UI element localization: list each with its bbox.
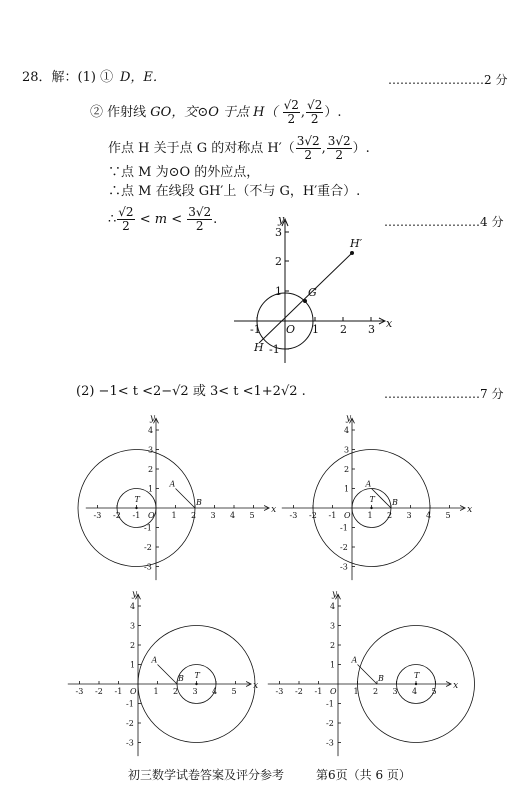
y-tick-label: 3 xyxy=(148,445,154,455)
fig1-point-hp xyxy=(350,251,354,255)
step5-line: ∴点 M 在线段 GH′上（不与 G，H′重合）. xyxy=(108,184,361,199)
point-t xyxy=(370,507,372,509)
fig1-x-label: x xyxy=(386,317,393,330)
h-x-frac: $\frac{√2}{2}$ xyxy=(283,98,299,126)
x-tick-label: 3 xyxy=(406,511,412,520)
y-tick-label: 2 xyxy=(130,641,136,650)
point-t xyxy=(195,683,197,685)
q28-answer: D，E． xyxy=(120,70,166,85)
origin-label: O xyxy=(344,511,351,520)
x-tick-label: -1 xyxy=(328,511,337,520)
x-tick-label: 4 xyxy=(230,511,236,520)
x-tick-label: 1 xyxy=(367,511,373,520)
y-tick-label: -1 xyxy=(126,699,134,709)
small-figure-1 xyxy=(80,412,280,584)
x-tick-label: 2 xyxy=(387,511,393,520)
y-tick-label: -2 xyxy=(126,719,134,728)
x-tick-label: 5 xyxy=(431,687,437,696)
x-tick-label: 5 xyxy=(231,687,237,696)
step2-go: GO，交⊙O 于点 H（ xyxy=(150,105,278,120)
step6-line: ∴ $\frac{√2}{2}$ < m < $\frac{3√2}{2}$ . xyxy=(108,205,218,233)
label-t: T xyxy=(369,495,375,504)
small-figure-4 xyxy=(272,589,472,764)
fig1-tick-x2: 2 xyxy=(340,323,347,336)
fig1-tick-y2: 2 xyxy=(275,255,282,268)
label-b: B xyxy=(196,498,202,507)
q28-label: 28．解：(1) ① xyxy=(22,70,114,85)
y-tick-label: -3 xyxy=(126,738,134,748)
x-tick-label: 4 xyxy=(426,511,432,520)
y-tick-label: 1 xyxy=(130,660,136,670)
y-tick-label: 4 xyxy=(130,602,136,611)
x-tick-label: -2 xyxy=(95,687,103,696)
y-label: y xyxy=(332,589,338,600)
hp-x-frac: $\frac{3√2}{2}$ xyxy=(296,134,320,162)
y-tick-label: -3 xyxy=(326,738,334,748)
point-t xyxy=(135,507,137,509)
segment-ab xyxy=(358,665,378,685)
x-tick-label: 4 xyxy=(212,687,218,696)
fig1-tick-x1: 1 xyxy=(312,323,319,336)
fig1-tick-y1: 1 xyxy=(275,285,282,298)
point-t xyxy=(415,683,417,685)
y-label: y xyxy=(132,589,138,600)
y-tick-label: 4 xyxy=(344,426,350,435)
y-tick-label: 1 xyxy=(330,660,336,670)
fig1-tick-y3: 3 xyxy=(275,226,282,239)
step3-prefix: 作点 H 关于点 G 的对称点 H′（ xyxy=(108,141,295,156)
y-tick-label: -1 xyxy=(144,523,152,533)
y-tick-label: -1 xyxy=(340,523,348,533)
footer-page: 第6页（共 6 页） xyxy=(316,768,411,782)
x-tick-label: 3 xyxy=(210,511,216,520)
footer-title: 初三数学试卷答案及评分参考 xyxy=(128,768,285,782)
x-tick-label: 3 xyxy=(192,687,198,696)
y-tick-label: -3 xyxy=(340,562,348,572)
label-a: A xyxy=(169,479,176,489)
step2-prefix: ② 作射线 xyxy=(90,105,147,120)
x-tick-label: 1 xyxy=(153,687,159,696)
fig1-tick-x3: 3 xyxy=(368,323,375,336)
y-tick-label: 1 xyxy=(148,484,154,494)
figure-1 xyxy=(226,215,401,365)
y-tick-label: -2 xyxy=(144,543,152,552)
y-label: y xyxy=(346,413,352,424)
x-tick-label: 5 xyxy=(445,511,451,520)
fig1-point-g xyxy=(303,299,307,303)
fig1-label-g: G xyxy=(308,286,317,299)
label-t: T xyxy=(134,495,140,504)
x-label: x xyxy=(271,505,277,515)
label-b: B xyxy=(178,674,184,683)
ineq-right-frac: $\frac{3√2}{2}$ xyxy=(188,205,212,233)
y-tick-label: -1 xyxy=(326,699,334,709)
x-tick-label: 3 xyxy=(392,687,398,696)
x-tick-label: -1 xyxy=(132,511,141,520)
part2-answer: (2) −1< t <2−√2 或 3< t <1+2√2 . xyxy=(76,384,306,399)
x-tick-label: 2 xyxy=(173,687,179,696)
label-t: T xyxy=(194,671,200,680)
score-7: ……………………7 分 xyxy=(384,387,504,401)
x-tick-label: -3 xyxy=(75,687,84,696)
label-t: T xyxy=(414,671,420,680)
y-tick-label: 4 xyxy=(330,602,336,611)
y-tick-label: 4 xyxy=(148,426,154,435)
label-b: B xyxy=(378,674,384,683)
y-tick-label: 2 xyxy=(330,641,336,650)
x-tick-label: -3 xyxy=(93,511,102,520)
x-tick-label: 1 xyxy=(353,687,359,696)
x-tick-label: 4 xyxy=(412,687,418,696)
x-tick-label: 2 xyxy=(373,687,379,696)
step3-line: 作点 H 关于点 G 的对称点 H′（ $\frac{3√2}{2}$ , $\frac{3√2}{2}$ ）. xyxy=(108,134,370,162)
x-tick-label: -1 xyxy=(114,687,123,696)
segment-ab xyxy=(176,489,196,509)
origin-label: O xyxy=(330,687,337,696)
y-tick-label: 2 xyxy=(148,465,154,474)
origin-label: O xyxy=(130,687,137,696)
fig1-label-h: H xyxy=(254,341,264,354)
label-b: B xyxy=(392,498,398,507)
ineq-mid: < m < xyxy=(139,212,183,227)
ineq-left-frac: $\frac{√2}{2}$ xyxy=(118,205,134,233)
origin-label: O xyxy=(148,511,155,520)
y-tick-label: 2 xyxy=(344,465,350,474)
fig1-tick-yn1: -1 xyxy=(269,343,280,356)
fig1-tick-xn1: -1 xyxy=(250,323,261,336)
label-a: A xyxy=(365,479,372,489)
small-figure-2 xyxy=(289,412,492,584)
h-y-frac: $\frac{√2}{2}$ xyxy=(307,98,323,126)
label-a: A xyxy=(151,655,158,665)
y-label: y xyxy=(150,413,156,424)
fig1-ray xyxy=(259,253,352,343)
score-2: ……………………2 分 xyxy=(388,73,508,87)
y-tick-label: 3 xyxy=(344,445,350,455)
hp-y-frac: $\frac{3√2}{2}$ xyxy=(327,134,351,162)
x-tick-label: 2 xyxy=(191,511,197,520)
x-tick-label: 1 xyxy=(171,511,177,520)
y-tick-label: 1 xyxy=(344,484,350,494)
x-label: x xyxy=(453,681,459,691)
fig1-label-hp: H′ xyxy=(350,237,363,250)
y-tick-label: 3 xyxy=(130,621,136,631)
y-tick-label: -2 xyxy=(326,719,334,728)
fig1-y-label: y xyxy=(278,213,285,226)
x-tick-label: -3 xyxy=(275,687,284,696)
x-tick-label: -2 xyxy=(295,687,303,696)
y-tick-label: -3 xyxy=(144,562,152,572)
x-label: x xyxy=(467,505,473,515)
step2-line: ② 作射线 GO，交⊙O 于点 H（ $\frac{√2}{2}$ , $\frac{√2}{2}$ ）. xyxy=(90,98,342,126)
x-tick-label: 5 xyxy=(249,511,255,520)
y-tick-label: 3 xyxy=(330,621,336,631)
segment-ab xyxy=(158,665,178,685)
x-tick-label: -3 xyxy=(289,511,298,520)
x-tick-label: -2 xyxy=(113,511,121,520)
fig1-origin: O xyxy=(286,323,296,336)
x-label: x xyxy=(253,681,259,691)
x-tick-label: -1 xyxy=(314,687,323,696)
x-tick-label: -2 xyxy=(309,511,317,520)
y-tick-label: -2 xyxy=(340,543,348,552)
small-figure-3 xyxy=(72,589,272,764)
step4-line: ∵点 M 为⊙O 的外应点， xyxy=(108,165,260,180)
score-4: ……………………4 分 xyxy=(384,215,504,229)
label-a: A xyxy=(351,655,358,665)
